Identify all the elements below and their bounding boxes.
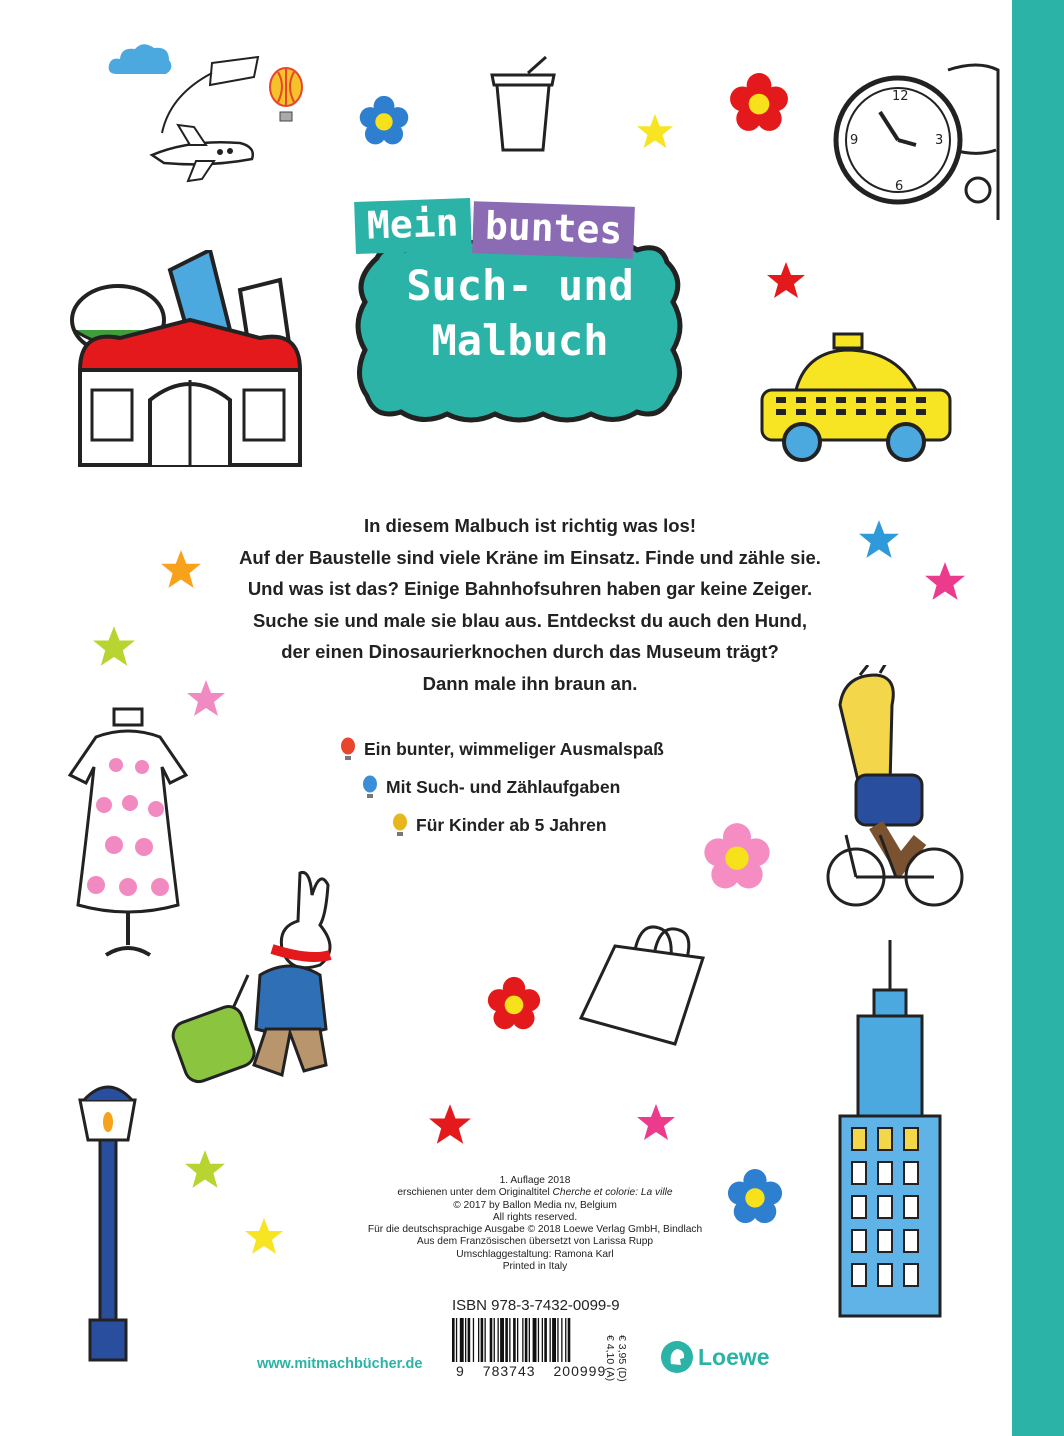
book-title	[355, 258, 685, 368]
back-cover-blurb	[225, 510, 835, 699]
svg-text:3: 3	[935, 133, 944, 148]
shopping-bag-icon	[575, 918, 710, 1048]
price-austria: € 4,10 (A)	[604, 1335, 616, 1382]
imprint-copyright: © 2017 by Ballon Media nv, Belgium	[453, 1199, 617, 1211]
isbn-number: ISBN 978-3-7432-0099-9	[452, 1297, 620, 1314]
barcode-digit-group-1: 783743	[482, 1363, 536, 1379]
feature-item	[340, 730, 664, 768]
imprint-printed: Printed in Italy	[502, 1261, 568, 1273]
giraffe-on-bike-icon	[820, 665, 970, 910]
feature-item	[362, 768, 664, 806]
hot-air-balloon-icon	[266, 66, 306, 124]
drink-cup-icon	[488, 55, 558, 155]
lion-icon	[660, 1340, 694, 1374]
lime-star-icon	[184, 1148, 226, 1190]
magenta-star-icon	[636, 1102, 676, 1142]
imprint-edition: 1. Auflage 2018	[499, 1175, 571, 1186]
blue-balloon-icon	[362, 775, 378, 799]
blurb-line: Dann male ihn braun an.	[422, 672, 638, 694]
station-clock-icon	[828, 40, 1008, 225]
taxi-icon	[756, 330, 956, 465]
blurb-line: der einen Dinosaurierknochen durch das Museum trägt?	[281, 641, 779, 662]
svg-text:9: 9	[850, 133, 859, 148]
blurb-line: Suche sie und male sie blau aus. Entdeckst du auch den Hund,	[252, 609, 808, 631]
red-flower-icon	[728, 72, 790, 134]
airplane-with-banner-icon	[140, 55, 265, 190]
imprint-rights: All rights reserved.	[492, 1211, 578, 1223]
pink-star-icon	[924, 560, 966, 602]
rabbit-with-suitcase-icon	[170, 865, 350, 1095]
barcode-digit-prefix: 9	[456, 1363, 465, 1379]
imprint-original-title: Cherche et colorie: La ville	[552, 1187, 673, 1199]
blurb-line: Und was ist das? Einige Bahnhofsuhren haben gar keine Zeiger.	[247, 578, 813, 599]
title-line-2: Malbuch	[431, 316, 609, 365]
feature-list	[340, 730, 664, 844]
feature-text: Mit Such- und Zählaufgaben	[386, 776, 621, 797]
website-link[interactable]: www.mitmachbücher.de	[257, 1356, 423, 1372]
feature-text: Für Kinder ab 5 Jahren	[416, 814, 607, 835]
skyscraper-icon	[838, 940, 943, 1318]
svg-text:12: 12	[892, 89, 909, 104]
blue-star-icon	[858, 518, 900, 560]
title-word-mein: Mein	[354, 198, 471, 254]
barcode-digit-group-2: 200999	[553, 1363, 607, 1379]
orange-star-icon	[160, 548, 202, 590]
publisher-logo	[660, 1340, 770, 1374]
title-word-buntes: buntes	[472, 201, 635, 259]
price-block	[604, 1335, 632, 1385]
red-balloon-icon	[340, 737, 356, 761]
street-lamp-icon	[60, 1070, 155, 1370]
title-line-1: Such- und	[406, 261, 634, 310]
feature-item	[392, 806, 664, 844]
imprint	[340, 1175, 730, 1273]
blue-flower-icon	[358, 95, 410, 147]
blurb-line: In diesem Malbuch ist richtig was los!	[363, 515, 697, 536]
red-star-2-icon	[428, 1102, 472, 1146]
svg-text:6: 6	[895, 179, 904, 194]
imprint-original: erschienen unter dem Originaltitel Cherche et colorie: La ville	[397, 1187, 673, 1199]
green-star-icon	[92, 624, 136, 668]
barcode-digits	[456, 1363, 624, 1379]
imprint-german-edition: Für die deutschsprachige Ausgabe © 2018 Loewe Verlag GmbH, Bindlach	[367, 1224, 703, 1236]
feature-text: Ein bunter, wimmeliger Ausmalspaß	[364, 738, 664, 759]
book-spine	[1012, 0, 1064, 1436]
price-germany: € 3,95 (D)	[616, 1335, 628, 1382]
yellow-star-2-icon	[244, 1216, 284, 1256]
blue-flower-2-icon	[726, 1168, 784, 1226]
imprint-translation: Aus dem Französischen übersetzt von Larissa Rupp	[416, 1236, 654, 1248]
yellow-balloon-icon	[392, 813, 408, 837]
yellow-star-icon	[636, 112, 674, 150]
light-pink-star-icon	[186, 678, 226, 718]
blurb-line: Auf der Baustelle sind viele Kräne im Einsatz. Finde und zähle sie.	[239, 546, 821, 568]
pink-flower-icon	[702, 822, 772, 892]
red-star-icon	[766, 260, 806, 300]
publisher-name: Loewe	[698, 1343, 770, 1370]
imprint-cover: Umschlaggestaltung: Ramona Karl	[456, 1248, 614, 1260]
fast-food-restaurant-icon	[60, 250, 330, 470]
red-flower-2-icon	[486, 976, 542, 1032]
title-block	[355, 200, 685, 430]
